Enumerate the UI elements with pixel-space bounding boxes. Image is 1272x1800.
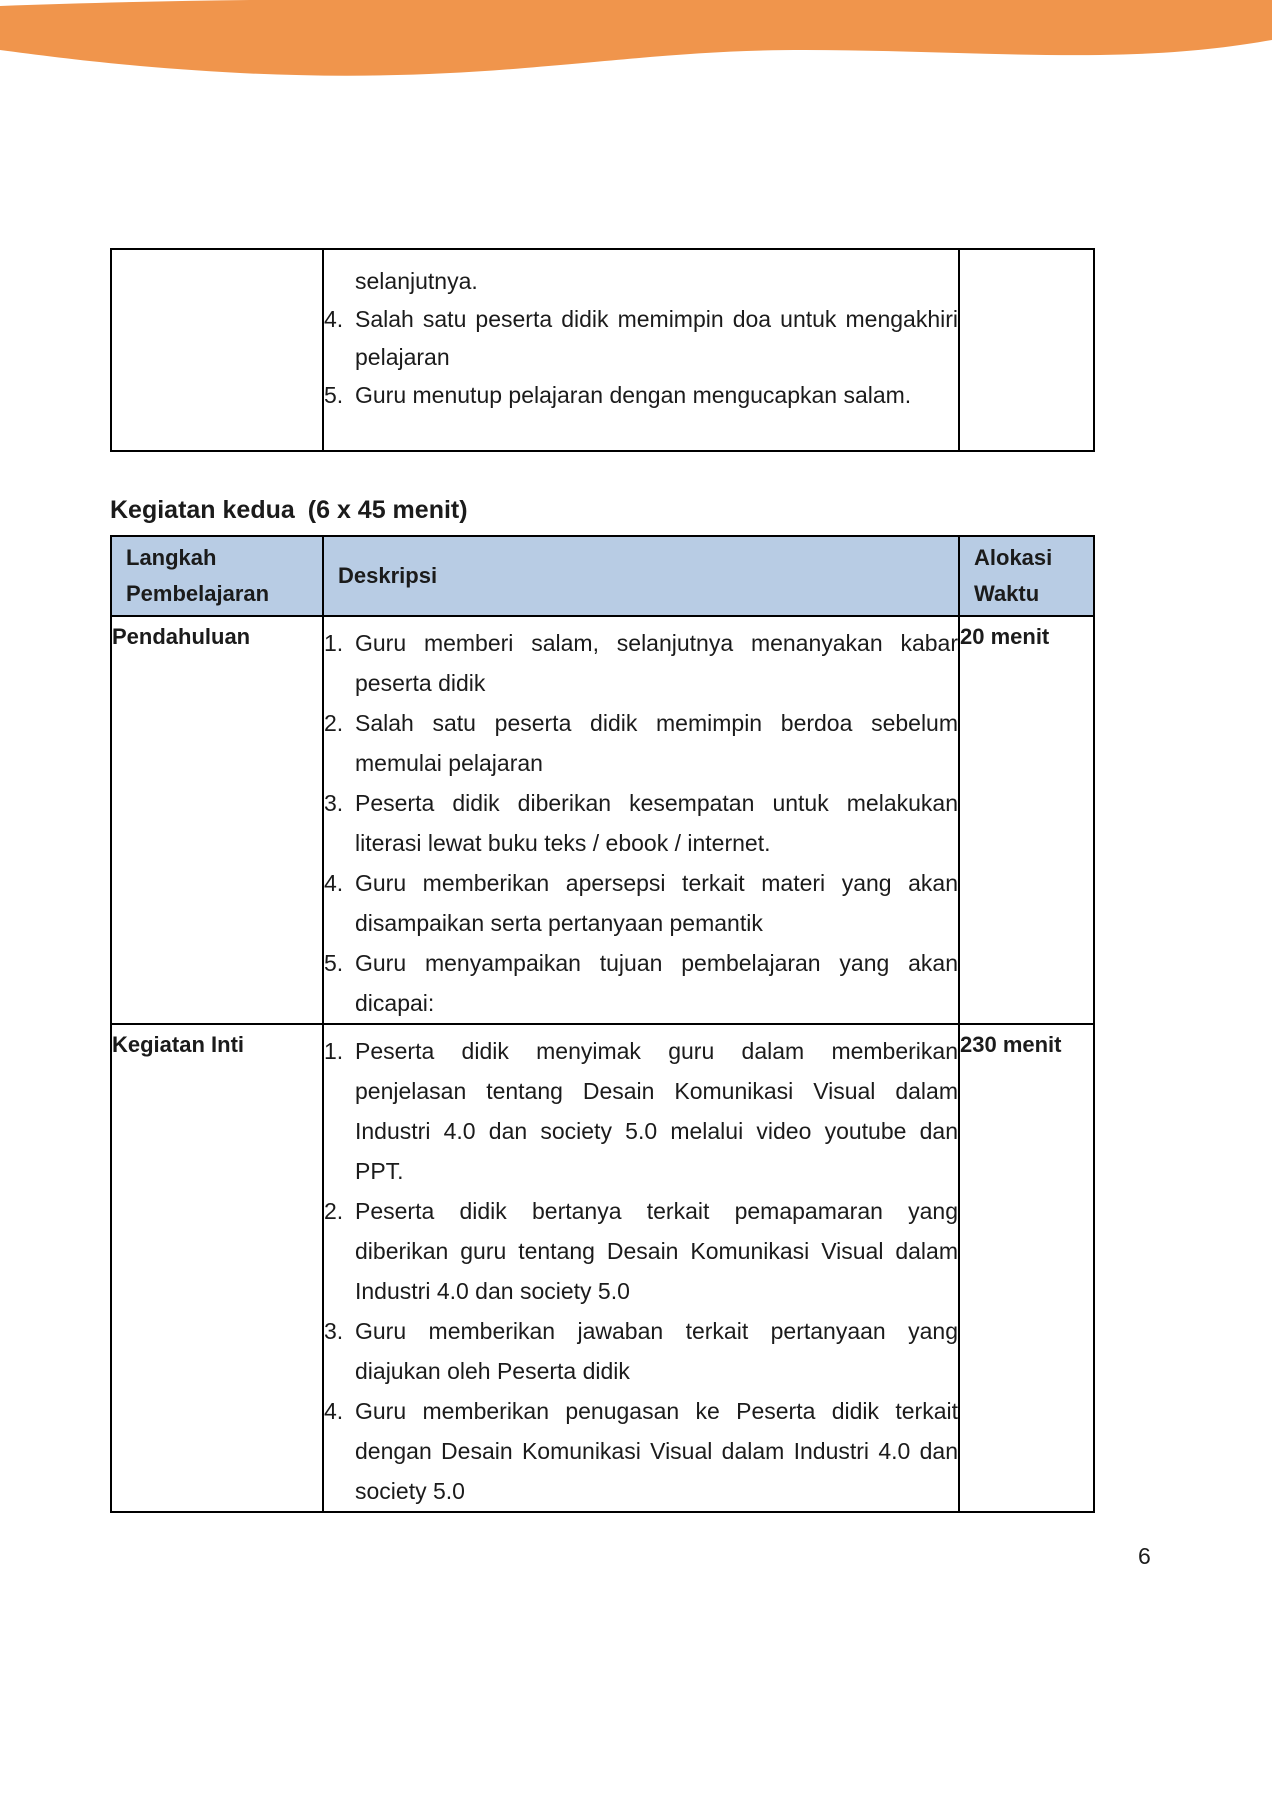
description-cell [323,616,959,1024]
list-item-number: 2. [324,710,344,736]
table-row-pendahuluan [111,616,1094,1024]
stage-cell: Kegiatan Inti [111,1024,323,1512]
time-allocation-cell: 230 menit [959,1024,1094,1512]
list-item [324,1391,958,1511]
list-item-text: Guru memberi salam, selanjutnya menanyakan kabar peserta didik [355,630,958,696]
list-item-text: Peserta didik bertanya terkait pemapamaran yang diberikan guru tentang Desain Komunikasi Visual dalam Industri 4.0 dan society 5.0 [355,1198,958,1304]
column-header-deskripsi: Deskripsi [323,536,959,616]
list-item-number: 3. [324,1318,344,1344]
list-item-number: 5. [324,950,344,976]
list-item [324,1191,958,1311]
description-cell [323,249,959,451]
list-item [324,376,958,414]
list-item-text: Salah satu peserta didik memimpin berdoa sebelum memulai pelajaran [355,710,958,776]
list-item-number: 1. [324,1038,344,1064]
list-item [324,863,958,943]
stage-cell: Pendahuluan [111,616,323,1024]
list-item-number: 4. [324,870,344,896]
list-item-text: Guru memberikan jawaban terkait pertanyaan yang diajukan oleh Peserta didik [355,1318,958,1384]
page-number: 6 [1138,1543,1151,1569]
header-wave-shape [0,0,1272,76]
list-item-number: 3. [324,790,344,816]
list-item-text: Guru memberikan apersepsi terkait materi yang akan disampaikan serta pertanyaan pemantik [355,870,958,936]
list-item-text: Guru menyampaikan tujuan pembelajaran yang akan dicapai: [355,950,958,1016]
column-header-langkah-pembelajaran: Langkah Pembelajaran [111,536,323,616]
time-cell-empty [959,249,1094,451]
time-allocation-cell: 20 menit [959,616,1094,1024]
description-cell [323,1024,959,1512]
list-item [324,943,958,1023]
header-wave-decoration [0,0,1272,80]
column-header-alokasi-waktu: Alokasi Waktu [959,536,1094,616]
list-item [324,1311,958,1391]
table-row [111,249,1094,451]
section-heading [110,494,468,526]
list-item-number: 2. [324,1198,344,1224]
list-item-text: Peserta didik diberikan kesempatan untuk melakukan literasi lewat buku teks / ebook / internet. [355,790,958,856]
list-item [324,1031,958,1191]
list-item-number: 5. [324,382,344,408]
list-item-text: Peserta didik menyimak guru dalam memberikan penjelasan tentang Desain Komunikasi Visual dalam Industri 4.0 dan society 5.0 melalui video youtube dan PPT. [355,1038,958,1184]
section-title: Kegiatan kedua [110,496,295,524]
list-item-number: 4. [324,306,344,332]
list-item-text: Guru memberikan penugasan ke Peserta didik terkait dengan Desain Komunikasi Visual dalam Industri 4.0 dan society 5.0 [355,1398,958,1504]
list-item-number: 1. [324,630,344,656]
table-row-kegiatan-inti [111,1024,1094,1512]
list-item [324,703,958,783]
list-item [324,623,958,703]
list-item [324,783,958,863]
stage-cell-empty [111,249,323,451]
list-item-text: Guru menutup pelajaran dengan mengucapkan salam. [355,382,912,408]
second-activity-table [110,535,1095,1513]
continuation-line: selanjutnya. [355,268,478,294]
continued-activity-table [110,248,1095,452]
list-item-text: Salah satu peserta didik memimpin doa untuk mengakhiri pelajaran [355,306,958,370]
section-duration: (6 x 45 menit) [307,496,468,524]
table-header-row [111,536,1094,616]
list-item [324,300,958,376]
list-item-number: 4. [324,1398,344,1424]
